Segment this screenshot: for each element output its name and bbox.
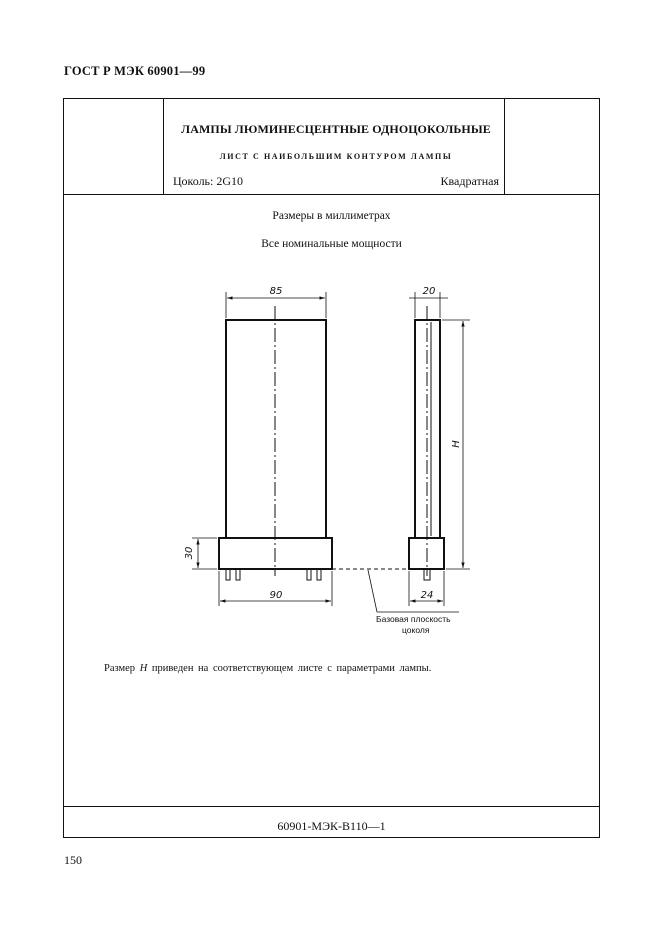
power-note: Все номинальные мощности (261, 238, 402, 250)
footnote-symbol: H (139, 663, 148, 674)
reference-plane-label-2: цоколя (402, 625, 430, 635)
reference-plane-label-1: Базовая плоскость (376, 614, 451, 624)
sheet-title: ЛАМПЫ ЛЮМИНЕСЦЕНТНЫЕ ОДНОЦОКОЛЬНЫЕ (181, 122, 491, 136)
shape-label: Квадратная (440, 174, 499, 188)
dim-30: 30 (184, 546, 195, 560)
footnote-prefix: Размер (104, 663, 136, 674)
front-view (184, 286, 332, 606)
footnote (104, 663, 431, 674)
dim-h: H (451, 440, 462, 448)
side-view (409, 286, 470, 606)
dim-24: 24 (420, 590, 434, 601)
front-pins (226, 569, 321, 580)
front-tube-outline (226, 320, 326, 538)
reference-plane (332, 569, 459, 635)
dim-85: 85 (269, 286, 283, 297)
page-number: 150 (64, 853, 82, 867)
dim-20: 20 (422, 286, 436, 297)
sheet-subtitle: ЛИСТ С НАИБОЛЬШИМ КОНТУРОМ ЛАМПЫ (219, 152, 453, 161)
base-label: Цоколь: 2G10 (173, 174, 244, 188)
units-note: Размеры в миллиметрах (272, 210, 391, 222)
reference-plane-leader (368, 570, 377, 612)
footnote-text: приведен на соответствующем листе с параметрами лампы. (151, 663, 432, 674)
standard-header: ГОСТ Р МЭК 60901—99 (64, 64, 206, 78)
sheet-code: 60901-МЭК-В110—1 (277, 819, 386, 833)
dim-90: 90 (269, 590, 283, 601)
